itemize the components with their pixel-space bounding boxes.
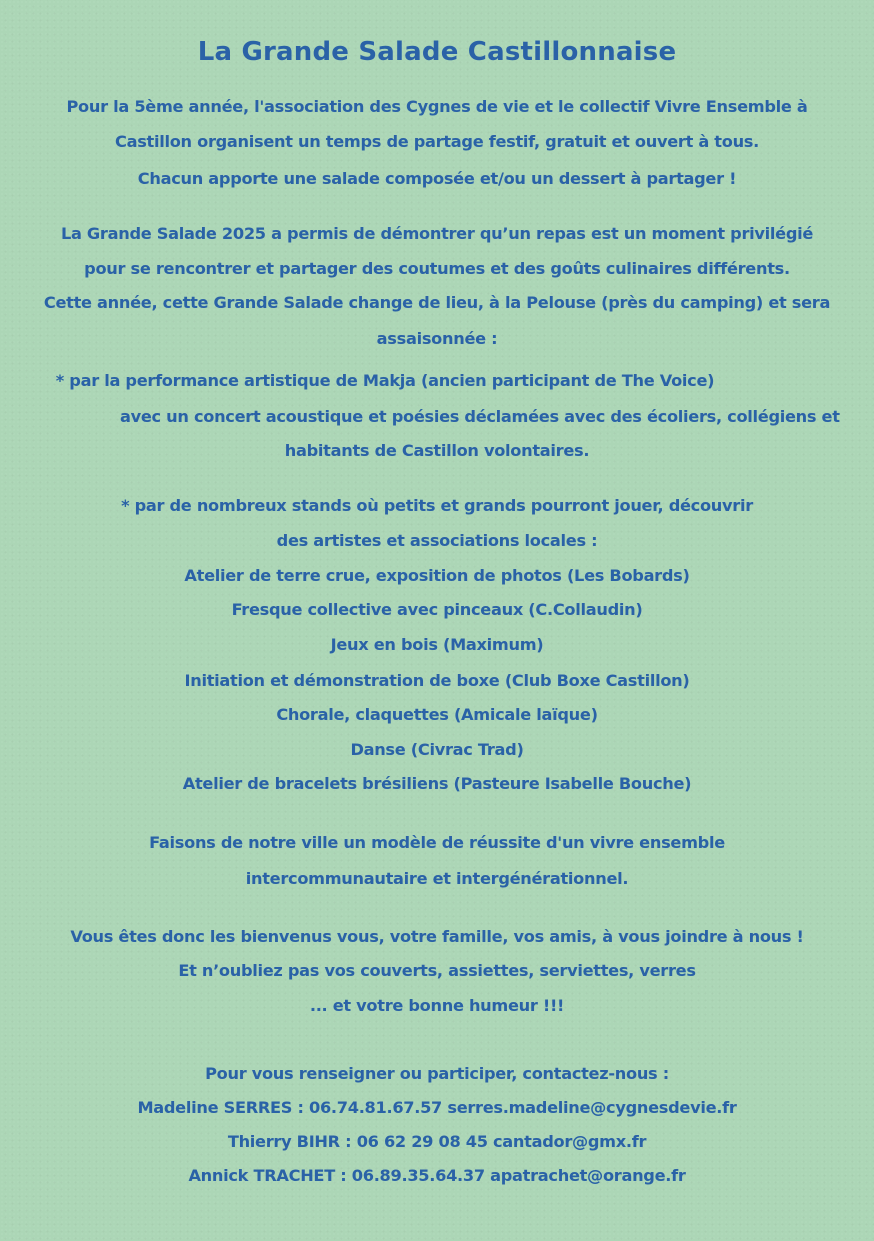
context-line-1: La Grande Salade 2025 a permis de démontrer qu’un repas est un moment privilégié <box>60 224 814 243</box>
flyer-title: La Grande Salade Castillonnaise <box>197 37 677 67</box>
stand-item: Initiation et démonstration de boxe (Club Boxe Castillon) <box>184 671 690 690</box>
context-line-4: assaisonnée : <box>376 329 498 348</box>
welcome-line-2: Et n’oubliez pas vos couverts, assiettes, serviettes, verres <box>178 961 696 980</box>
intro-line-3: Chacun apporte une salade composée et/ou un dessert à partager ! <box>137 169 737 188</box>
context-line-2: pour se rencontrer et partager des coutumes et des goûts culinaires différents. <box>84 259 790 278</box>
welcome-line-1: Vous êtes donc les bienvenus vous, votre famille, vos amis, à vous joindre à nous ! <box>70 927 804 946</box>
performance-line-3: habitants de Castillon volontaires. <box>284 441 590 460</box>
welcome-line-3: ... et votre bonne humeur !!! <box>309 996 565 1015</box>
performance-line-1: * par la performance artistique de Makja (ancien participant de The Voice) <box>55 371 715 390</box>
contact-person: Thierry BIHR : 06 62 29 08 45 cantador@gmx.fr <box>227 1132 647 1151</box>
stand-item: Atelier de bracelets brésiliens (Pasteure Isabelle Bouche) <box>182 774 692 793</box>
stand-item: Atelier de terre crue, exposition de photos (Les Bobards) <box>184 566 690 585</box>
stand-item: Jeux en bois (Maximum) <box>330 635 544 654</box>
context-line-3: Cette année, cette Grande Salade change de lieu, à la Pelouse (près du camping) et sera <box>43 293 831 312</box>
stand-item: Danse (Civrac Trad) <box>350 740 524 759</box>
contact-person: Madeline SERRES : 06.74.81.67.57 serres.madeline@cygnesdevie.fr <box>137 1098 737 1117</box>
stands-intro-line-2: des artistes et associations locales : <box>276 531 598 550</box>
motto-line-2: intercommunautaire et intergénérationnel. <box>245 869 629 888</box>
motto-line-1: Faisons de notre ville un modèle de réussite d'un vivre ensemble <box>149 833 725 852</box>
stand-item: Fresque collective avec pinceaux (C.Collaudin) <box>231 600 643 619</box>
stands-intro-line-1: * par de nombreux stands où petits et grands pourront jouer, découvrir <box>121 496 753 515</box>
contact-person: Annick TRACHET : 06.89.35.64.37 apatrachet@orange.fr <box>188 1166 686 1185</box>
stand-item: Chorale, claquettes (Amicale laïque) <box>276 705 598 724</box>
contact-heading: Pour vous renseigner ou participer, contactez-nous : <box>205 1064 669 1083</box>
intro-line-1: Pour la 5ème année, l'association des Cygnes de vie et le collectif Vivre Ensemble à <box>66 97 808 116</box>
performance-line-2: avec un concert acoustique et poésies déclamées avec des écoliers, collégiens et <box>120 407 840 426</box>
intro-line-2: Castillon organisent un temps de partage festif, gratuit et ouvert à tous. <box>115 132 759 151</box>
